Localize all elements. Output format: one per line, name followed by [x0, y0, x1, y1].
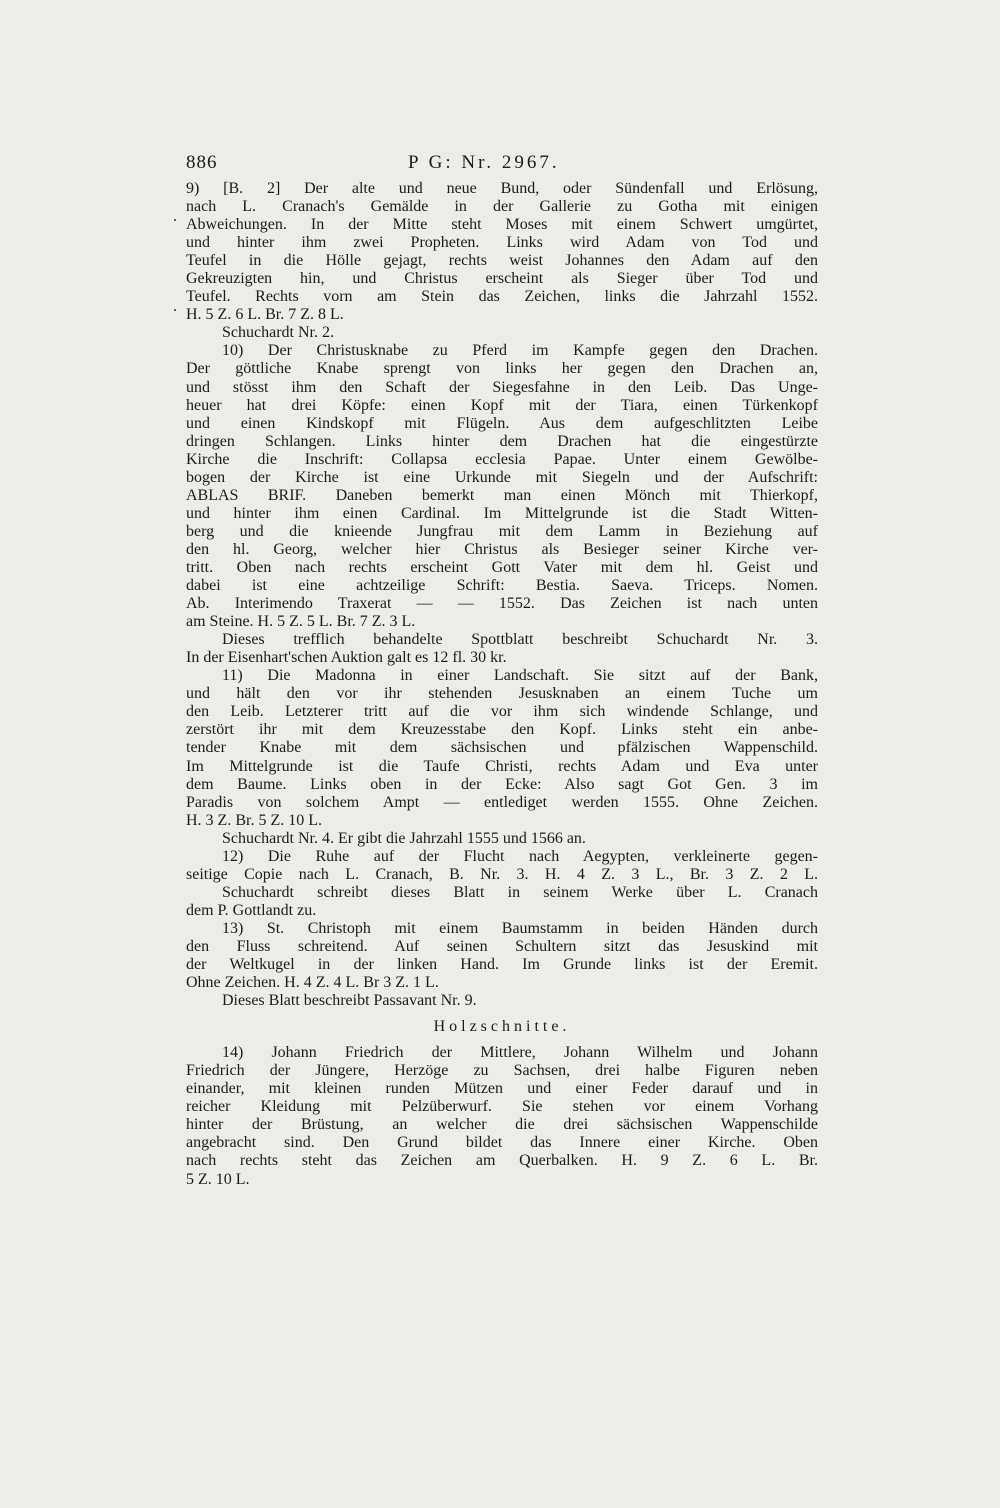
- text-line: Abweichungen. In der Mitte steht Moses mit einem Schwert umgürtet,: [186, 216, 818, 234]
- page-number: 886: [186, 152, 218, 173]
- text-line: seitige Copie nach L. Cranach, B. Nr. 3. H. 4 Z. 3 L., Br. 3 Z. 2 L.: [186, 865, 818, 883]
- text-line: einander, mit kleinen runden Mützen und einer Feder darauf und in: [186, 1080, 818, 1098]
- text-line: Teufel in die Hölle gejagt, rechts weist Johannes den Adam auf den: [186, 252, 818, 270]
- text-line: und hinter ihm einen Cardinal. Im Mittelgrunde ist die Stadt Witten-: [186, 504, 818, 522]
- text-line: berg und die knieende Jungfrau mit dem Lamm in Beziehung auf: [186, 522, 818, 540]
- margin-mark: .: [173, 208, 177, 225]
- text-line: den Leib. Letzterer tritt auf die vor ihm sich windende Schlange, und: [186, 703, 818, 721]
- section-gap: [186, 1010, 818, 1018]
- text-line: Gekreuzigten hin, und Christus erscheint als Sieger über Tod und: [186, 270, 818, 288]
- text-line: hinter der Brüstung, an welcher die drei sächsischen Wappenschilde: [186, 1116, 818, 1134]
- text-line: Kirche die Inschrift: Collapsa ecclesia Papae. Unter einem Gewölbe-: [186, 450, 818, 468]
- text-line: und stösst ihm den Schaft der Siegesfahne in den Leib. Das Unge-: [186, 378, 818, 396]
- text-line: dringen Schlangen. Links hinter dem Drachen hat die eingestürzte: [186, 432, 818, 450]
- text-line: Dieses trefflich behandelte Spottblatt beschreibt Schuchardt Nr. 3.: [222, 631, 818, 649]
- text-line: am Steine. H. 5 Z. 5 L. Br. 7 Z. 3 L.: [186, 613, 416, 631]
- text-line: nach L. Cranach's Gemälde in der Gallerie zu Gotha mit einigen: [186, 198, 818, 216]
- text-line: und hinter ihm zwei Propheten. Links wird Adam von Tod und: [186, 234, 818, 252]
- text-line: 13) St. Christoph mit einem Baumstamm in beiden Händen durch: [222, 919, 818, 937]
- text-line: In der Eisenhart'schen Auktion galt es 12 fl. 30 kr.: [186, 649, 507, 667]
- text-line: heuer hat drei Köpfe: einen Kopf mit der Tiara, einen Türkenkopf: [186, 396, 818, 414]
- text-line: tritt. Oben nach rechts erscheint Gott Vater mit dem hl. Geist und: [186, 558, 818, 576]
- text-line: Ab. Interimendo Traxerat — — 1552. Das Zeichen ist nach unten: [186, 595, 818, 613]
- text-line: der Weltkugel in der linken Hand. Im Grunde links ist der Eremit.: [186, 956, 818, 974]
- text-line: Der göttliche Knabe sprengt von links her gegen den Drachen an,: [186, 360, 818, 378]
- text-line: Teufel. Rechts vorn am Stein das Zeichen, links die Jahrzahl 1552.: [186, 288, 818, 306]
- text-line: 14) Johann Friedrich der Mittlere, Johann Wilhelm und Johann: [222, 1044, 818, 1062]
- section-heading: Holzschnitte.: [433, 1018, 571, 1036]
- text-line: und einen Kindskopf mit Flügeln. Aus dem aufgeschlitzten Leibe: [186, 414, 818, 432]
- text-line: dem P. Gottlandt zu.: [186, 901, 317, 919]
- text-line: 5 Z. 10 L.: [186, 1170, 250, 1188]
- text-line: 12) Die Ruhe auf der Flucht nach Aegypten, verkleinerte gegen-: [222, 847, 818, 865]
- margin-mark: .: [173, 298, 177, 315]
- text-line: Im Mittelgrunde ist die Taufe Christi, rechts Adam und Eva unter: [186, 757, 818, 775]
- text-line: H. 5 Z. 6 L. Br. 7 Z. 8 L.: [186, 306, 344, 324]
- body-text: [186, 180, 818, 1189]
- text-line: nach rechts steht das Zeichen am Querbalken. H. 9 Z. 6 L. Br.: [186, 1152, 818, 1170]
- text-line: tender Knabe mit dem sächsischen und pfälzischen Wappenschild.: [186, 739, 818, 757]
- header-reference: P G: Nr. 2967.: [408, 152, 560, 173]
- text-line: 9) [B. 2] Der alte und neue Bund, oder Sündenfall und Erlösung,: [186, 180, 818, 197]
- text-line: bogen der Kirche ist eine Urkunde mit Siegeln und der Aufschrift:: [186, 468, 818, 486]
- text-line: Paradis von solchem Ampt — entlediget werden 1555. Ohne Zeichen.: [186, 793, 818, 811]
- text-line: zerstört ihr mit dem Kreuzesstabe den Kopf. Links steht ein anbe-: [186, 721, 818, 739]
- text-line: reicher Kleidung mit Pelzüberwurf. Sie stehen vor einem Vorhang: [186, 1098, 818, 1116]
- section-gap: [186, 1036, 818, 1044]
- text-line: Dieses Blatt beschreibt Passavant Nr. 9.: [222, 992, 477, 1010]
- text-line: Ohne Zeichen. H. 4 Z. 4 L. Br 3 Z. 1 L.: [186, 974, 439, 992]
- running-header: [186, 152, 818, 174]
- text-line: Schuchardt Nr. 4. Er gibt die Jahrzahl 1555 und 1566 an.: [222, 829, 586, 847]
- text-line: den hl. Georg, welcher hier Christus als Besieger seiner Kirche ver-: [186, 540, 818, 558]
- text-line: 10) Der Christusknabe zu Pferd im Kampfe gegen den Drachen.: [222, 342, 818, 360]
- text-line: angebracht sind. Den Grund bildet das Innere einer Kirche. Oben: [186, 1134, 818, 1152]
- text-line: Friedrich der Jüngere, Herzöge zu Sachsen, drei halbe Figuren neben: [186, 1062, 818, 1080]
- text-line: 11) Die Madonna in einer Landschaft. Sie sitzt auf der Bank,: [222, 667, 818, 685]
- text-line: Schuchardt schreibt dieses Blatt in seinem Werke über L. Cranach: [222, 883, 818, 901]
- text-line: H. 3 Z. Br. 5 Z. 10 L.: [186, 811, 322, 829]
- text-line: dem Baume. Links oben in der Ecke: Also sagt Got Gen. 3 im: [186, 775, 818, 793]
- text-line: ABLAS BRIF. Daneben bemerkt man einen Mönch mit Thierkopf,: [186, 486, 818, 504]
- text-line: und hält den vor ihr stehenden Jesusknaben an einem Tuche um: [186, 685, 818, 703]
- text-line: Schuchardt Nr. 2.: [222, 324, 334, 342]
- text-line: dabei ist eine achtzeilige Schrift: Bestia. Saeva. Triceps. Nomen.: [186, 577, 818, 595]
- text-line: den Fluss schreitend. Auf seinen Schultern sitzt das Jesuskind mit: [186, 937, 818, 955]
